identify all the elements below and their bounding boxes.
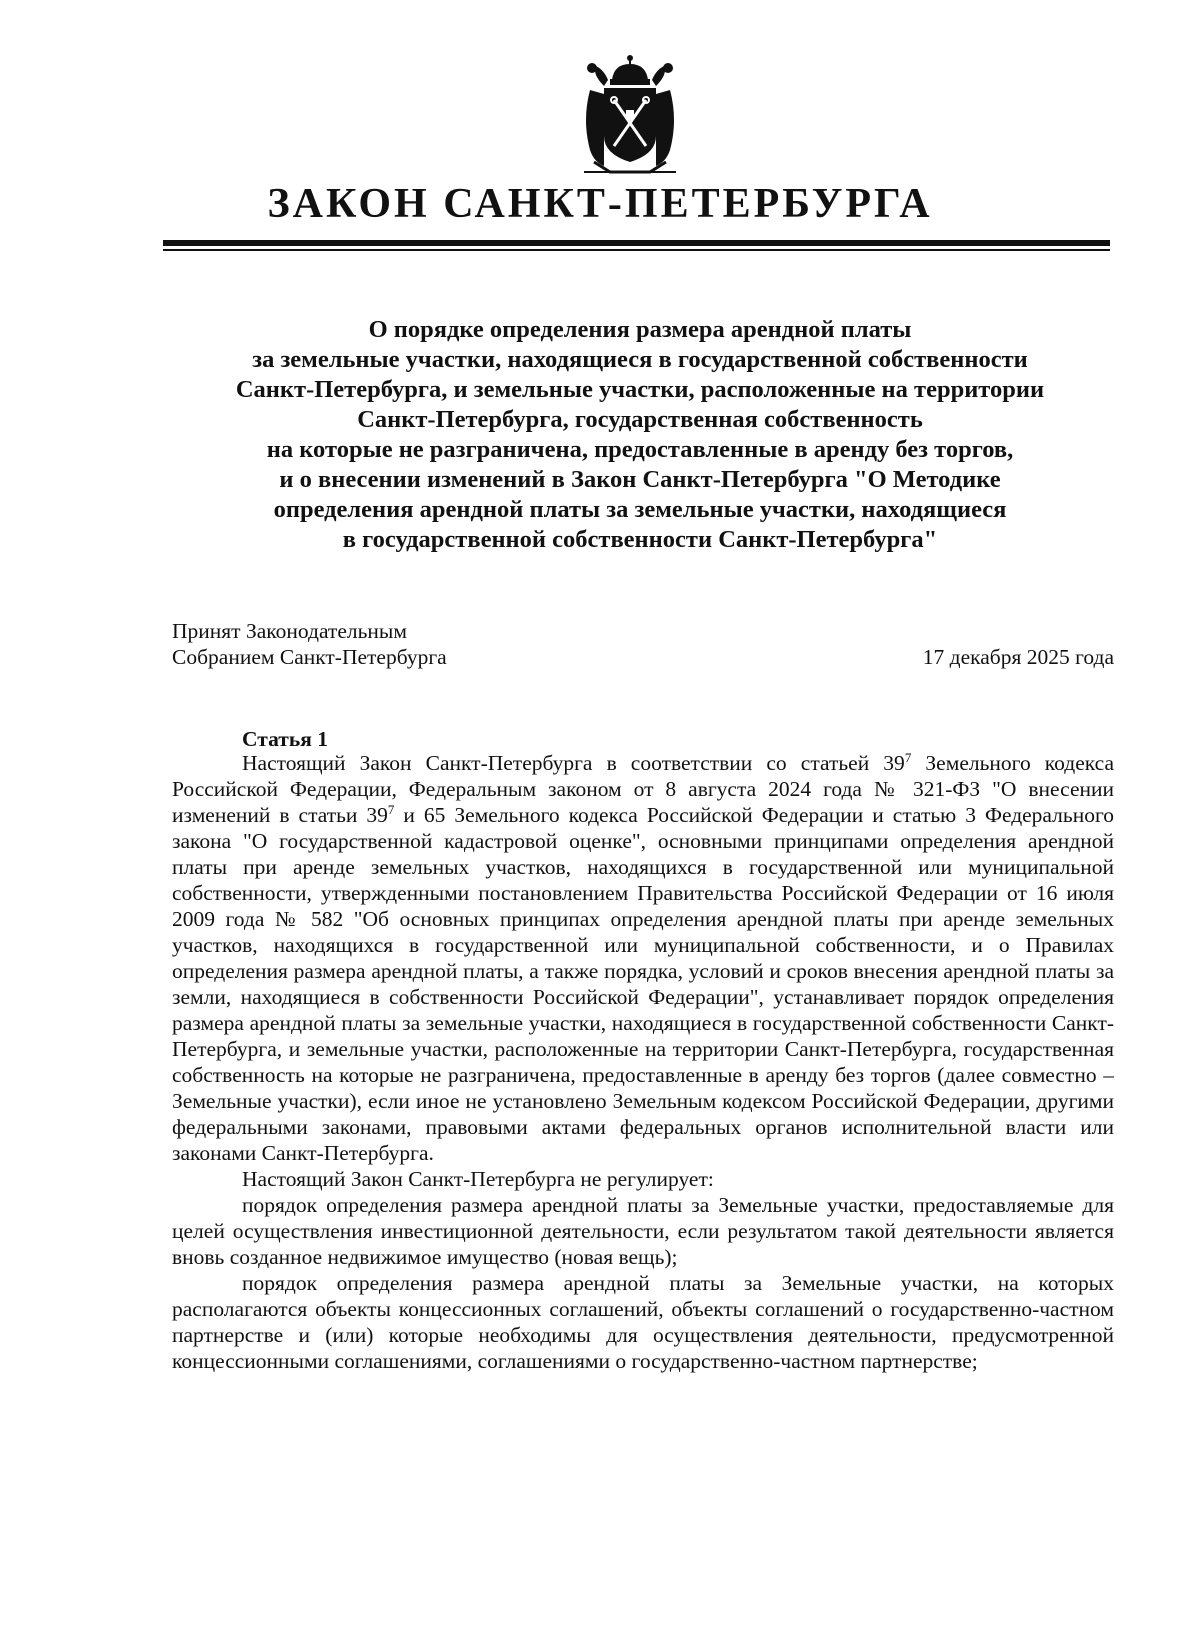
law-title xyxy=(120,315,1160,555)
law-title-line: на которые не разграничена, предоставленные в аренду без торгов, xyxy=(266,436,1014,463)
text-run: Настоящий Закон Санкт-Петербурга в соответствии со статьей 39 xyxy=(242,751,905,775)
adoption-line: Принят Законодательным xyxy=(172,619,407,643)
law-title-line: за земельные участки, находящиеся в государственной собственности xyxy=(252,346,1028,373)
superscript: 7 xyxy=(387,801,395,817)
adoption-date: 17 декабря 2025 года xyxy=(922,645,1114,669)
adoption-line: Собранием Санкт-Петербурга xyxy=(172,645,447,669)
law-title-line: Санкт-Петербурга, и земельные участки, расположенные на территории xyxy=(235,376,1045,403)
coat-of-arms-icon xyxy=(574,50,686,176)
article-paragraph: порядок определения размера арендной платы за Земельные участки, предоставляемые для целей осуществления инвестиционной деятельности, если результатом такой деятельности является вновь созданное недвижимое имущество (новая вещь); xyxy=(172,1193,1114,1269)
text-run: и 65 Земельного кодекса Российской Федерации и статью 3 Федерального закона "О государственной кадастровой оценке", основными принципами определения арендной платы при аренде земельных участков, находящихся в государственной или муниципальной собственности, утвержденными постановлением Правительства Российской Федерации от 16 июля 2009 года № 582 "Об основных принципах определения арендной платы при аренде земельных участков, находящихся в государственной или муниципальной собственности, и о Правилах определения размера арендной платы, а также порядка, условий и сроков внесения арендной платы за земли, находящиеся в собственности Российской Федерации", устанавливает порядок определения размера арендной платы за земельные участки, находящиеся в государственной собственности Санкт-Петербурга, и земельные участки, расположенные на территории Санкт-Петербурга, государственная собственность на которые не разграничена, предоставленные в аренду без торгов (далее совместно – Земельные участки), если иное не установлено Земельным кодексом Российской Федерации, другими федеральными законами, правовыми актами федеральных органов исполнительной власти или законами Санкт-Петербурга. xyxy=(172,803,1114,1165)
article-paragraph: порядок определения размера арендной платы за Земельные участки, на которых располагаются объекты концессионных соглашений, объекты соглашений о государственно-частном партнерстве и (или) которые необходимы для осуществления деятельности, предусмотренной концессионными соглашениями, соглашениями о государственно-частном партнерстве; xyxy=(172,1271,1114,1373)
article-paragraph xyxy=(172,750,1114,1166)
article-heading: Статья 1 xyxy=(242,727,328,751)
text-run: Земельного кодекса Российской Федерации, Федеральным законом от 8 августа 2024 года № 321-ФЗ "О внесении изменений в статьи 39 xyxy=(172,751,1115,827)
header-divider-thin xyxy=(163,249,1110,251)
law-title-line: и о внесении изменений в Закон Санкт-Петербурга "О Методике xyxy=(279,466,1001,493)
article-body xyxy=(172,750,1114,1374)
law-title-line: О порядке определения размера арендной платы xyxy=(368,316,912,343)
law-title-line: в государственной собственности Санкт-Петербурга" xyxy=(342,526,938,553)
law-title-line: Санкт-Петербурга, государственная собственность xyxy=(357,406,923,433)
superscript: 7 xyxy=(904,749,912,765)
adoption-authority xyxy=(172,618,447,670)
document-header: ЗАКОН САНКТ-ПЕТЕРБУРГА xyxy=(267,181,933,227)
article-paragraph: Настоящий Закон Санкт-Петербурга не регулирует: xyxy=(242,1167,714,1191)
law-title-line: определения арендной платы за земельные участки, находящиеся xyxy=(273,496,1007,523)
header-divider-thick xyxy=(163,240,1110,246)
